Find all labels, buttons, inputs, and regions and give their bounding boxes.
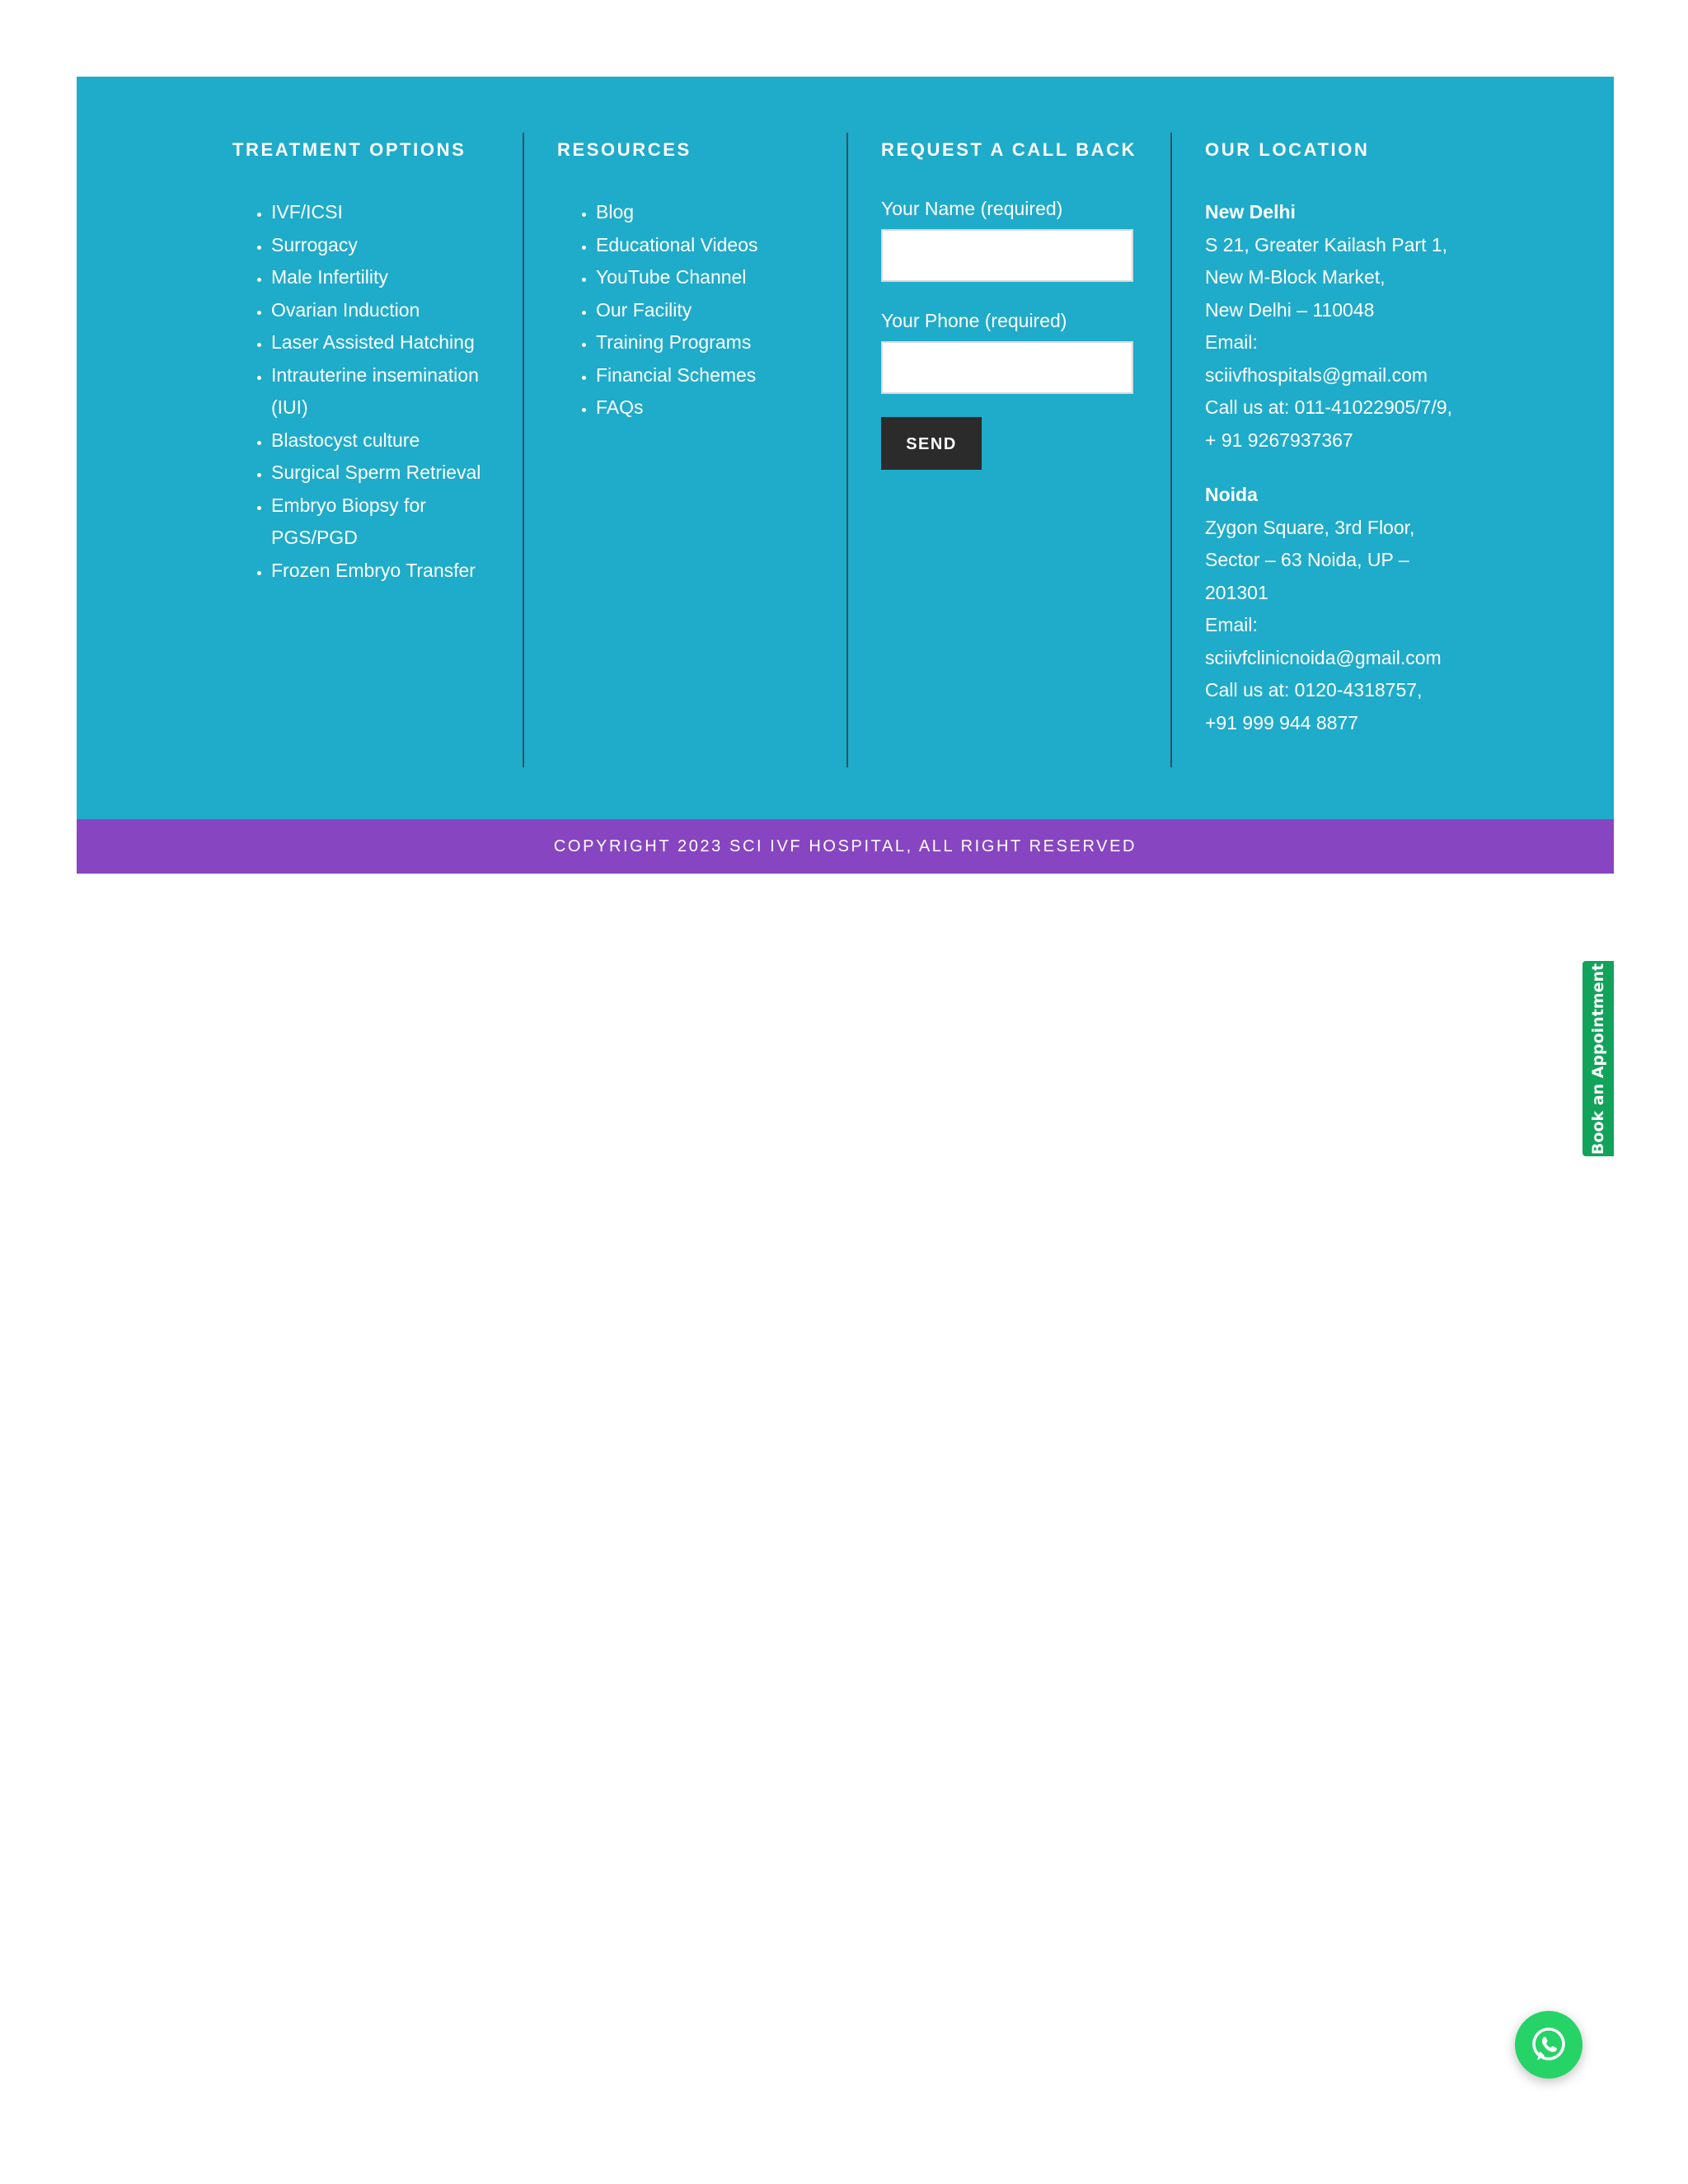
callback-heading: REQUEST A CALL BACK bbox=[881, 139, 1137, 160]
callback-column bbox=[846, 133, 1170, 767]
location-city-new-delhi: New Delhi bbox=[1205, 201, 1296, 223]
send-button[interactable]: SEND bbox=[881, 417, 982, 470]
noida-mobile: +91 999 944 8877 bbox=[1205, 711, 1359, 733]
delhi-email-label: Email: bbox=[1205, 331, 1258, 353]
book-appointment-tab[interactable] bbox=[1582, 961, 1614, 1156]
delhi-address-line: S 21, Greater Kailash Part 1, bbox=[1205, 233, 1448, 255]
whatsapp-icon bbox=[1528, 2024, 1569, 2065]
resource-link-faqs[interactable]: • FAQs bbox=[596, 391, 758, 424]
treatment-link-male-infertility[interactable]: • Male Infertility bbox=[271, 261, 504, 294]
noida-address-line: 201301 bbox=[1205, 581, 1268, 603]
delhi-phone: Call us at: 011-41022905/7/9, bbox=[1205, 396, 1453, 418]
location-heading: OUR LOCATION bbox=[1205, 139, 1370, 160]
book-appointment-label: Book an Appointment bbox=[1589, 963, 1607, 1155]
location-new-delhi bbox=[1205, 196, 1452, 457]
treatment-link-blastocyst-culture[interactable]: • Blastocyst culture bbox=[271, 424, 504, 457]
resource-link-training-programs[interactable]: • Training Programs bbox=[596, 326, 758, 359]
treatment-link-surgical-sperm-retrieval[interactable]: • Surgical Sperm Retrieval bbox=[271, 457, 504, 490]
delhi-address-line: New Delhi – 110048 bbox=[1205, 298, 1375, 321]
delhi-email[interactable]: sciivfhospitals@gmail.com bbox=[1205, 363, 1428, 386]
resource-link-financial-schemes[interactable]: • Financial Schemes bbox=[596, 359, 758, 392]
noida-address-line: Sector – 63 Noida, UP – bbox=[1205, 549, 1409, 570]
resource-link-educational-videos[interactable]: • Educational Videos bbox=[596, 229, 758, 262]
location-city-noida: Noida bbox=[1205, 484, 1258, 505]
name-field[interactable] bbox=[881, 229, 1133, 282]
noida-address-line: Zygon Square, 3rd Floor, bbox=[1205, 516, 1415, 538]
location-column bbox=[1170, 133, 1493, 767]
callback-form bbox=[881, 196, 1137, 470]
resources-list bbox=[557, 196, 758, 424]
noida-email-label: Email: bbox=[1205, 614, 1258, 635]
site-footer bbox=[77, 77, 1614, 819]
resource-link-youtube-channel[interactable]: • YouTube Channel bbox=[596, 261, 758, 294]
treatment-link-ovarian-induction[interactable]: • Ovarian Induction bbox=[271, 294, 504, 327]
treatment-link-iui[interactable]: • Intrauterine insemination (IUI) bbox=[271, 359, 504, 424]
delhi-address-line: New M-Block Market, bbox=[1205, 266, 1386, 288]
copyright-bar bbox=[77, 819, 1614, 874]
whatsapp-button[interactable] bbox=[1515, 2011, 1582, 2079]
treatment-link-frozen-embryo-transfer[interactable]: • Frozen Embryo Transfer bbox=[271, 555, 504, 588]
phone-field-label: Your Phone (required) bbox=[881, 310, 1067, 331]
copyright-text: COPYRIGHT 2023 SCI IVF HOSPITAL, ALL RIGHT RESERVED bbox=[553, 837, 1137, 855]
treatment-link-ivf-icsi[interactable]: • IVF/ICSI bbox=[271, 196, 504, 229]
phone-field[interactable] bbox=[881, 341, 1133, 394]
location-noida bbox=[1205, 479, 1452, 739]
treatment-options-column bbox=[232, 133, 504, 767]
name-field-label: Your Name (required) bbox=[881, 198, 1063, 219]
delhi-mobile: + 91 9267937367 bbox=[1205, 429, 1353, 451]
noida-email[interactable]: sciivfclinicnoida@gmail.com bbox=[1205, 646, 1442, 668]
resource-link-blog[interactable]: • Blog bbox=[596, 196, 758, 229]
resources-heading: RESOURCES bbox=[557, 139, 692, 160]
treatment-link-laser-assisted-hatching[interactable]: • Laser Assisted Hatching bbox=[271, 326, 504, 359]
treatment-options-list bbox=[232, 196, 504, 587]
resource-link-our-facility[interactable]: • Our Facility bbox=[596, 294, 758, 327]
treatment-link-embryo-biopsy[interactable]: • Embryo Biopsy for PGS/PGD bbox=[271, 490, 504, 555]
resources-column bbox=[523, 133, 846, 767]
treatment-options-heading: TREATMENT OPTIONS bbox=[232, 139, 467, 160]
noida-phone: Call us at: 0120-4318757, bbox=[1205, 679, 1423, 701]
treatment-link-surrogacy[interactable]: • Surrogacy bbox=[271, 229, 504, 262]
